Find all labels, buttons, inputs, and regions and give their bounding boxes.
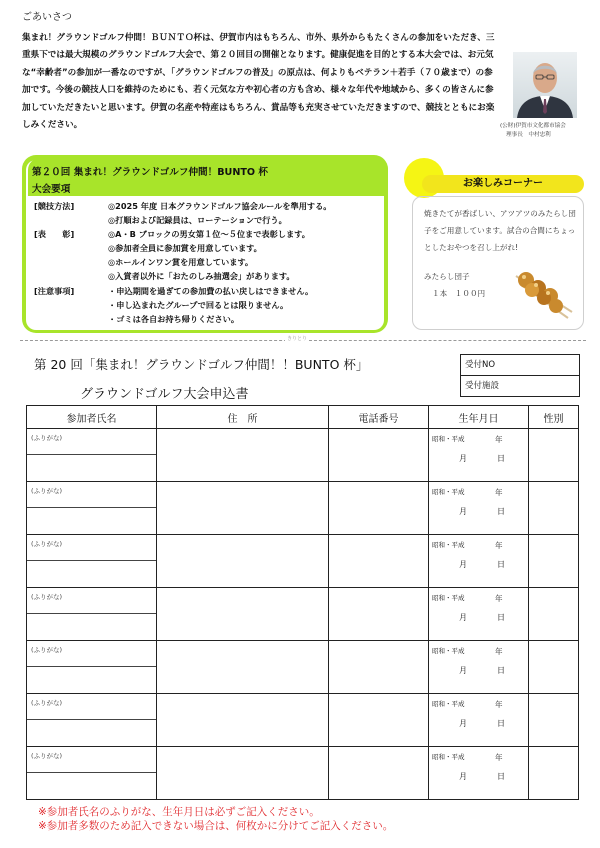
phone-cell[interactable]	[329, 535, 429, 588]
dob-cell[interactable]	[429, 429, 529, 482]
participant-name-cell[interactable]	[27, 535, 157, 588]
month-label: 月	[459, 507, 467, 516]
dob-cell[interactable]	[429, 641, 529, 694]
furigana-field[interactable]: (ふりがな)	[27, 588, 156, 614]
table-header-row	[27, 406, 579, 429]
dango-price: １本 １００円	[432, 289, 486, 298]
table-row	[27, 641, 579, 694]
gender-cell[interactable]	[529, 482, 579, 535]
year-label: 年	[495, 435, 503, 444]
gender-cell[interactable]	[529, 588, 579, 641]
era-label: 昭和・平成	[432, 700, 465, 708]
photo-caption	[500, 122, 592, 140]
year-label: 年	[495, 647, 503, 656]
rules-label: [競技方法]	[34, 201, 75, 211]
gender-cell[interactable]	[529, 429, 579, 482]
reception-facility-field[interactable]: 受付施設	[461, 375, 579, 396]
year-label: 年	[495, 541, 503, 550]
dob-cell[interactable]	[429, 694, 529, 747]
reception-box	[460, 354, 580, 397]
phone-cell[interactable]	[329, 588, 429, 641]
day-label: 日	[497, 666, 505, 675]
era-label: 昭和・平成	[432, 594, 465, 602]
chairman-photo	[513, 52, 577, 118]
caption-name: 理事長 中村忠利	[506, 132, 551, 138]
form-subtitle: グラウンドゴルフ大会申込書	[80, 387, 249, 402]
participant-name-cell[interactable]	[27, 694, 157, 747]
gender-cell[interactable]	[529, 535, 579, 588]
participant-name-cell[interactable]	[27, 588, 157, 641]
participant-name-cell[interactable]	[27, 482, 157, 535]
header-phone: 電話番号	[329, 406, 429, 429]
month-label: 月	[459, 454, 467, 463]
dob-cell[interactable]	[429, 482, 529, 535]
caption-organization: (公財)伊賀市文化都市協会	[500, 123, 566, 129]
furigana-field[interactable]: (ふりがな)	[27, 641, 156, 667]
reception-number-field[interactable]: 受付NO	[465, 360, 496, 370]
day-label: 日	[497, 560, 505, 569]
table-row	[27, 429, 579, 482]
address-cell[interactable]	[157, 747, 329, 800]
address-cell[interactable]	[157, 429, 329, 482]
rules-line: ◎2025 年度 日本グラウンドゴルフ協会ルールを準用する。	[108, 201, 332, 211]
year-label: 年	[495, 700, 503, 709]
month-label: 月	[459, 666, 467, 675]
greeting-title: ごあいさつ	[22, 12, 72, 23]
table-row	[27, 535, 579, 588]
era-label: 昭和・平成	[432, 488, 465, 496]
table-row	[27, 747, 579, 800]
form-title: 第 20 回「集まれ！グラウンドゴルフ仲間！！BUNTO 杯」	[34, 357, 369, 372]
header-gender: 性別	[529, 406, 579, 429]
year-label: 年	[495, 594, 503, 603]
furigana-field[interactable]: (ふりがな)	[27, 482, 156, 508]
participant-name-cell[interactable]	[27, 641, 157, 694]
address-cell[interactable]	[157, 535, 329, 588]
address-cell[interactable]	[157, 588, 329, 641]
phone-cell[interactable]	[329, 641, 429, 694]
participant-name-cell[interactable]	[27, 429, 157, 482]
header-dob: 生年月日	[429, 406, 529, 429]
dango-icon	[510, 254, 576, 320]
header-address: 住 所	[157, 406, 329, 429]
table-row	[27, 482, 579, 535]
month-label: 月	[459, 613, 467, 622]
day-label: 日	[497, 507, 505, 516]
address-cell[interactable]	[157, 694, 329, 747]
notes-label: [注意事項]	[34, 286, 75, 296]
table-row	[27, 694, 579, 747]
address-cell[interactable]	[157, 482, 329, 535]
notes-line: ・申込期間を過ぎての参加費の払い戻しはできません。	[108, 286, 314, 296]
year-label: 年	[495, 753, 503, 762]
month-label: 月	[459, 719, 467, 728]
cut-label: きりとり	[287, 336, 308, 342]
furigana-field[interactable]: (ふりがな)	[27, 535, 156, 561]
application-table	[26, 405, 579, 800]
rules-line: ◎打順および記録員は、ローテーションで行う。	[108, 215, 287, 225]
day-label: 日	[497, 772, 505, 781]
greeting-body: 集まれ！グラウンドゴルフ仲間！ＢＵＮＴＯ杯は、伊賀市内はもちろん、市外、県外からもたくさんの参加をいただき、三重県下では最大規模のグラウンドゴルフ大会で、第２０回目の開催となります。健康促進を目的とする本大会では、お元気な“幸齢者”の参加が一番なのですが、「グラウンドゴルフの普及」の原点は、何よりもベテラン＋若手（７０歳まで）の参加です。今後の競技人口を維持のためにも、若く元気な方や初心者の方も含め、様々な年代や地域から、多くの皆さんに参加していただきたいと思います。伊賀の名産や特産はもちろん、賞品等も充実させていただきますので、競技とともにお楽しみください。	[22, 33, 495, 131]
guidelines-title: 大会要項	[32, 184, 71, 195]
gender-cell[interactable]	[529, 747, 579, 800]
gender-cell[interactable]	[529, 641, 579, 694]
gender-cell[interactable]	[529, 694, 579, 747]
header-name: 参加者氏名	[27, 406, 157, 429]
furigana-field[interactable]: (ふりがな)	[27, 747, 156, 773]
day-label: 日	[497, 454, 505, 463]
year-label: 年	[495, 488, 503, 497]
furigana-field[interactable]: (ふりがな)	[27, 429, 156, 455]
era-label: 昭和・平成	[432, 541, 465, 549]
phone-cell[interactable]	[329, 694, 429, 747]
era-label: 昭和・平成	[432, 647, 465, 655]
month-label: 月	[459, 560, 467, 569]
event-title: 第２０回 集まれ！グラウンドゴルフ仲間！BUNTO 杯	[32, 167, 269, 178]
phone-cell[interactable]	[329, 429, 429, 482]
address-cell[interactable]	[157, 641, 329, 694]
awards-line: ◎参加者全員に参加賞を用意しています。	[108, 243, 262, 253]
dob-cell[interactable]	[429, 535, 529, 588]
month-label: 月	[459, 772, 467, 781]
participant-name-cell[interactable]	[27, 747, 157, 800]
corner-title: お楽しみコーナー	[422, 175, 584, 193]
awards-label: [表 彰]	[34, 229, 75, 239]
table-row	[27, 588, 579, 641]
era-label: 昭和・平成	[432, 435, 465, 443]
dob-cell[interactable]	[429, 747, 529, 800]
day-label: 日	[497, 613, 505, 622]
day-label: 日	[497, 719, 505, 728]
notes-line: ・申し込まれたグループで回るとは限りません。	[108, 300, 289, 310]
footer-note: ※参加者多数のため記入できない場合は、何枚かに分けてご記入ください。	[38, 820, 394, 832]
era-label: 昭和・平成	[432, 753, 465, 761]
phone-cell[interactable]	[329, 747, 429, 800]
notes-line: ・ゴミは各自お持ち帰りください。	[108, 314, 240, 324]
dob-cell[interactable]	[429, 588, 529, 641]
phone-cell[interactable]	[329, 482, 429, 535]
awards-line: ◎A・B ブロックの男女第１位～５位まで表彰します。	[108, 229, 310, 239]
awards-line: ◎ホールインワン賞を用意しています。	[108, 257, 254, 267]
awards-line: ◎入賞者以外に「おたのしみ抽選会」があります。	[108, 271, 295, 281]
footer-note: ※参加者氏名のふりがな、生年月日は必ずご記入ください。	[38, 806, 320, 818]
footer-notes	[38, 805, 393, 833]
corner-description: 焼きたてが香ばしい、アツアツのみたらし団子をご用意しています。試合の合間にちょっとしたおやつを召し上がれ!	[424, 209, 576, 252]
furigana-field[interactable]: (ふりがな)	[27, 694, 156, 720]
dango-name: みたらし団子	[424, 272, 470, 281]
